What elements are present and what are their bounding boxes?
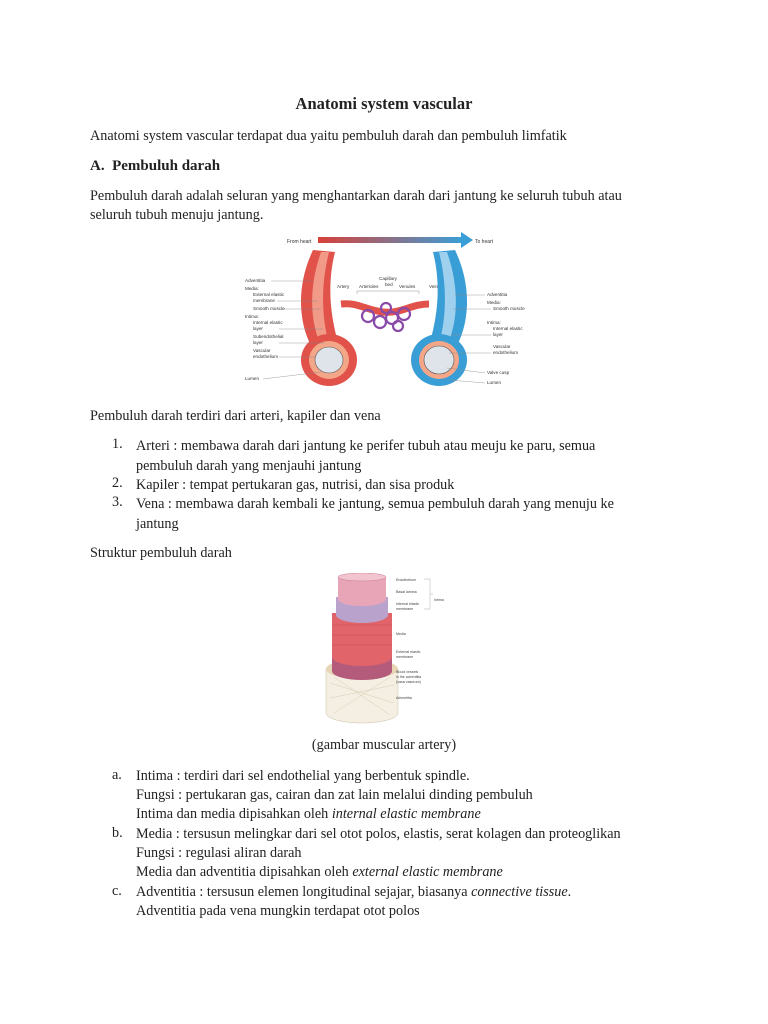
connecting-vessel — [341, 304, 429, 313]
artery-lumen — [315, 347, 343, 373]
item-media — [136, 825, 676, 883]
list-num-1: 1. — [112, 436, 123, 452]
fig2-label-9: in the adventitia — [396, 675, 422, 679]
page-title: Anatomi system vascular — [295, 94, 473, 113]
left-label-10: Vascular — [253, 348, 271, 353]
fig2-label-8: Blood vessels — [396, 670, 419, 674]
media-line2: Fungsi : regulasi aliran darah — [136, 845, 302, 862]
media-line3: Media dan adventitia dipisahkan oleh external elastic membrane — [136, 864, 503, 881]
flow-arrow-bar — [318, 237, 463, 243]
fig2-label-6: External elastic — [396, 650, 421, 654]
top-label-5: Vein — [429, 284, 438, 289]
from-heart-label: From heart — [287, 239, 312, 245]
list-item-3-line1: Vena : membawa darah kembali ke jantung, semua pembuluh darah yang menuju ke — [136, 496, 614, 512]
list-item-3-line2: jantung — [136, 516, 179, 532]
right-label-2: Smooth muscle — [493, 306, 525, 311]
fig2-label-11: Adventitia — [396, 696, 412, 700]
top-label-4: Venules — [399, 284, 416, 289]
flow-arrow-head — [461, 232, 473, 248]
right-label-4: Internal elastic — [493, 326, 523, 331]
vessel-diagram-figure — [243, 232, 525, 392]
muscular-artery-labels — [396, 578, 444, 700]
fig2-label-5: Media — [396, 632, 406, 636]
fig2-label-7: membrane — [396, 655, 414, 659]
letter-a: a. — [112, 767, 122, 783]
list-item-2-line1: Kapiler : tempat pertukaran gas, nutrisi, dan sisa produk — [136, 477, 455, 493]
definition-line-2: seluruh tubuh menuju jantung. — [90, 207, 264, 223]
fig2-label-2: Internal elastic — [396, 602, 420, 606]
list-item-1 — [136, 436, 676, 476]
left-label-7: layer — [253, 326, 263, 331]
right-label-1: Media: — [487, 300, 501, 305]
left-label-8: Subendothelial — [253, 334, 284, 339]
left-label-5: Intima: — [245, 314, 259, 319]
lumen-opening — [338, 573, 386, 581]
left-label-4: Smooth muscle — [253, 306, 285, 311]
letter-c: c. — [112, 883, 122, 899]
left-label-0: Adventitia — [245, 278, 266, 283]
fig2-label-4: Intima — [434, 598, 444, 602]
fig2-label-3: membrane — [396, 607, 414, 611]
right-label-5: layer — [493, 332, 503, 337]
top-label-2: Arterioles — [359, 284, 379, 289]
left-labels — [245, 278, 285, 381]
definition-line-1: Pembuluh darah adalah seluran yang menghantarkan darah dari jantung ke seluruh tubuh atau — [90, 188, 622, 204]
fig2-label-1: Basal lamina — [396, 590, 417, 594]
letter-b: b. — [112, 825, 123, 841]
top-label-0: Capillary — [379, 276, 397, 281]
vein-lumen — [424, 346, 454, 374]
list-item-2 — [136, 475, 676, 495]
section-a-heading — [90, 156, 220, 176]
right-labels — [487, 292, 525, 385]
intima-bracket — [424, 579, 433, 609]
fig2-label-0: Endothelium — [396, 578, 416, 582]
intro-paragraph: Anatomi system vascular terdapat dua yaitu pembuluh darah dan pembuluh limfatik — [90, 128, 567, 144]
intima-line3: Intima dan media dipisahkan oleh internal elastic membrane — [136, 806, 481, 823]
adventitia-line2: Adventitia pada vena mungkin terdapat otot polos — [136, 903, 420, 920]
right-label-9: Lumen — [487, 380, 502, 385]
list-num-3: 3. — [112, 494, 123, 510]
left-label-6: Internal elastic — [253, 320, 283, 325]
structure-heading: Struktur pembuluh darah — [90, 545, 232, 561]
top-label-3: bed — [385, 282, 393, 287]
left-label-11: endothelium — [253, 354, 279, 359]
top-label-1: Artery — [337, 284, 350, 289]
section-a-title: Pembuluh darah — [112, 158, 221, 174]
right-label-6: Vascular — [493, 344, 511, 349]
intima-line2: Fungsi : pertukaran gas, cairan dan zat lain melalui dinding pembuluh — [136, 787, 533, 804]
left-label-9: layer — [253, 340, 263, 345]
right-label-3: Intima: — [487, 320, 501, 325]
capillary-bracket — [357, 291, 419, 294]
fig2-label-10: (vasa vasorum) — [396, 680, 421, 684]
components-intro: Pembuluh darah terdiri dari arteri, kapiler dan vena — [90, 408, 381, 424]
adventitia-line1: Adventitia : tersusun elemen longitudinal sejajar, biasanya connective tissue. — [136, 884, 572, 900]
item-intima — [136, 767, 676, 825]
top-labels — [337, 276, 438, 289]
left-label-12: Lumen — [245, 376, 260, 381]
left-label-3: membrane — [253, 298, 275, 303]
right-label-8: Valve cusp — [487, 370, 510, 375]
intima-line1: Intima : terdiri dari sel endothelial yang berbentuk spindle. — [136, 768, 470, 784]
right-label-0: Adventitia — [487, 292, 508, 297]
media-line1: Media : tersusun melingkar dari sel otot polos, elastis, serat kolagen dan proteoglikan — [136, 826, 621, 842]
left-label-1: Media: — [245, 286, 259, 291]
item-adventitia — [136, 883, 676, 921]
right-label-7: endothelium — [493, 350, 519, 355]
section-a-letter: A. — [90, 158, 105, 174]
left-label-2: External elastic — [253, 292, 285, 297]
muscular-artery-figure — [320, 573, 452, 725]
layer-endothelium — [338, 577, 386, 606]
to-heart-label: To heart — [475, 239, 494, 245]
list-item-1-line2: pembuluh darah yang menjauhi jantung — [136, 458, 362, 474]
figure-caption: (gambar muscular artery) — [311, 737, 457, 753]
list-item-1-line1: Arteri : membawa darah dari jantung ke perifer tubuh atau meuju ke paru, semua — [136, 438, 596, 454]
list-num-2: 2. — [112, 475, 123, 491]
list-item-3 — [136, 494, 676, 534]
